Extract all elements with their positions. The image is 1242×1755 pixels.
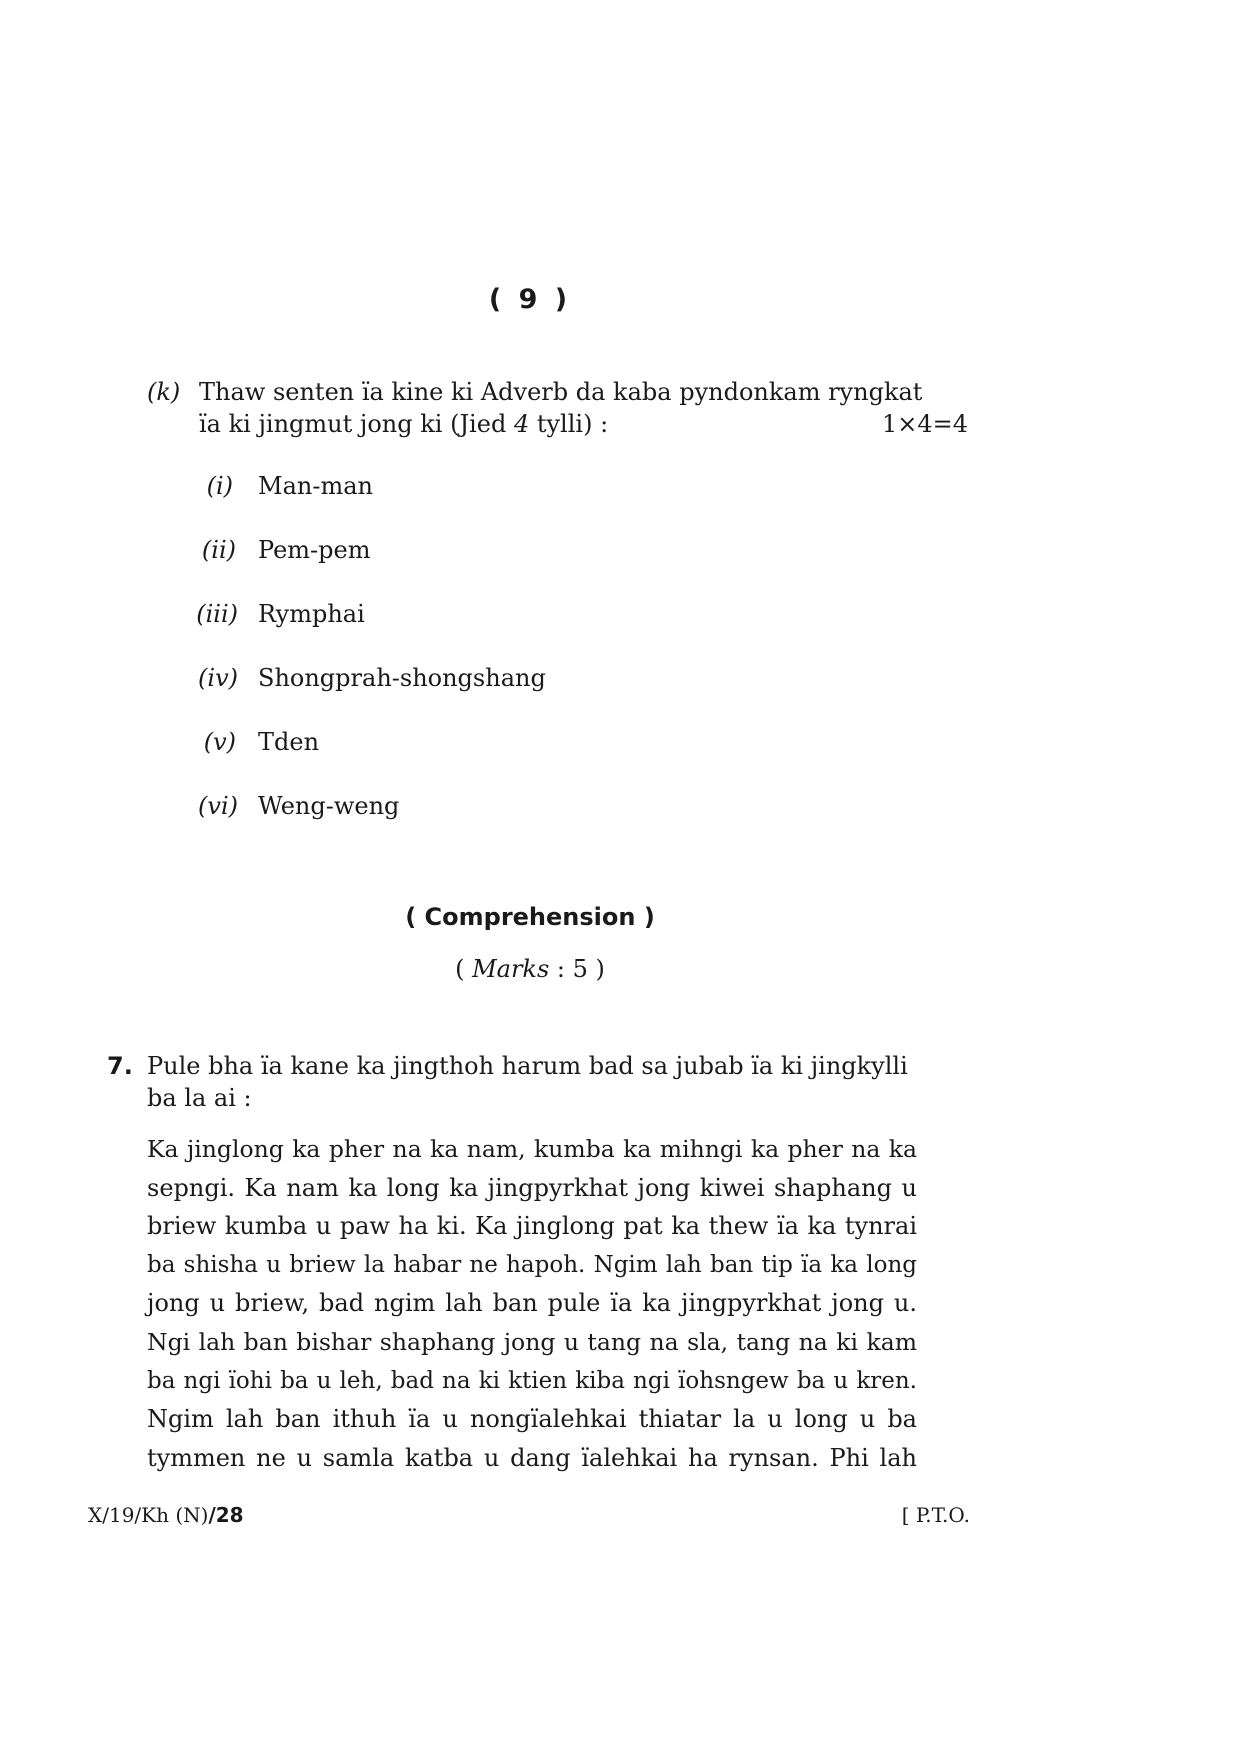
passage-line: ba ngi ïohi ba u leh, bad na ki ktien kiba ngi ïohsngew ba u kren. [147,1367,917,1394]
section-title: ( Comprehension ) [405,903,655,931]
question-k-count: 4 [513,410,530,438]
passage-line: Ngim lah ban ithuh ïa u nongïalehkai thiatar la u long u ba [147,1405,917,1434]
section-marks-label: Marks [472,955,550,983]
page-number: ( 9 ) [488,284,572,315]
list-item: Rymphai [258,600,365,628]
section-marks [0,955,1060,983]
passage-line: Ka jinglong ka pher na ka nam, kumba ka mihngi ka pher na ka [147,1135,917,1163]
question-k-text-line1: Thaw senten ïa kine ki Adverb da kaba pyndonkam ryngkat [199,378,923,406]
list-item-label: (iv) [198,664,238,692]
list-item: Weng-weng [258,792,400,820]
passage-line: Ngi lah ban bishar shaphang jong u tang na sla, tang na ki kam [147,1327,917,1356]
list-item-label: (ii) [201,536,236,564]
list-item: Shongprah-shongshang [258,664,546,692]
comprehension-passage [147,1130,917,1477]
list-item: Tden [258,728,320,756]
passage-line: briew kumba u paw ha ki. Ka jinglong pat ka thew ïa ka tynrai [147,1212,917,1241]
question-7-text-line1: Pule bha ïa kane ka jingthoh harum bad sa jubab ïa ki jingkylli [147,1052,908,1080]
footer-code-suffix: /28 [208,1503,244,1527]
list-item: Pem-pem [258,536,371,564]
list-item: Man-man [258,472,373,500]
question-k-text-line2-post: tylli) : [529,410,609,438]
section-marks-open: ( [455,955,473,983]
question-7-label: 7. [107,1052,133,1080]
list-item-label: (vi) [198,792,238,820]
question-k-label: (k) [147,378,181,406]
footer-pto: [ P.T.O. [901,1503,970,1527]
footer-code-prefix: X/19/Kh (N) [88,1503,209,1527]
list-item-label: (v) [203,728,236,756]
question-k-text-line2-pre: ïa ki jingmut jong ki (Jied [199,410,514,438]
passage-line: tymmen ne u samla katba u dang ïalehkai ha rynsan. Phi lah [147,1443,917,1472]
list-item-label: (iii) [196,600,238,628]
passage-line: sepngi. Ka nam ka long ka jingpyrkhat jong kiwei shaphang u [147,1173,917,1202]
passage-line: ba shisha u briew la habar ne hapoh. Ngim lah ban tip ïa ka long [147,1251,917,1278]
question-7-text-line2: ba la ai : [147,1084,252,1112]
list-item-label: (i) [206,472,233,500]
section-marks-value: : 5 ) [549,955,605,983]
question-k-marks: 1×4=4 [881,410,968,438]
passage-line: jong u briew, bad ngim lah ban pule ïa ka jingpyrkhat jong u. [147,1289,917,1318]
